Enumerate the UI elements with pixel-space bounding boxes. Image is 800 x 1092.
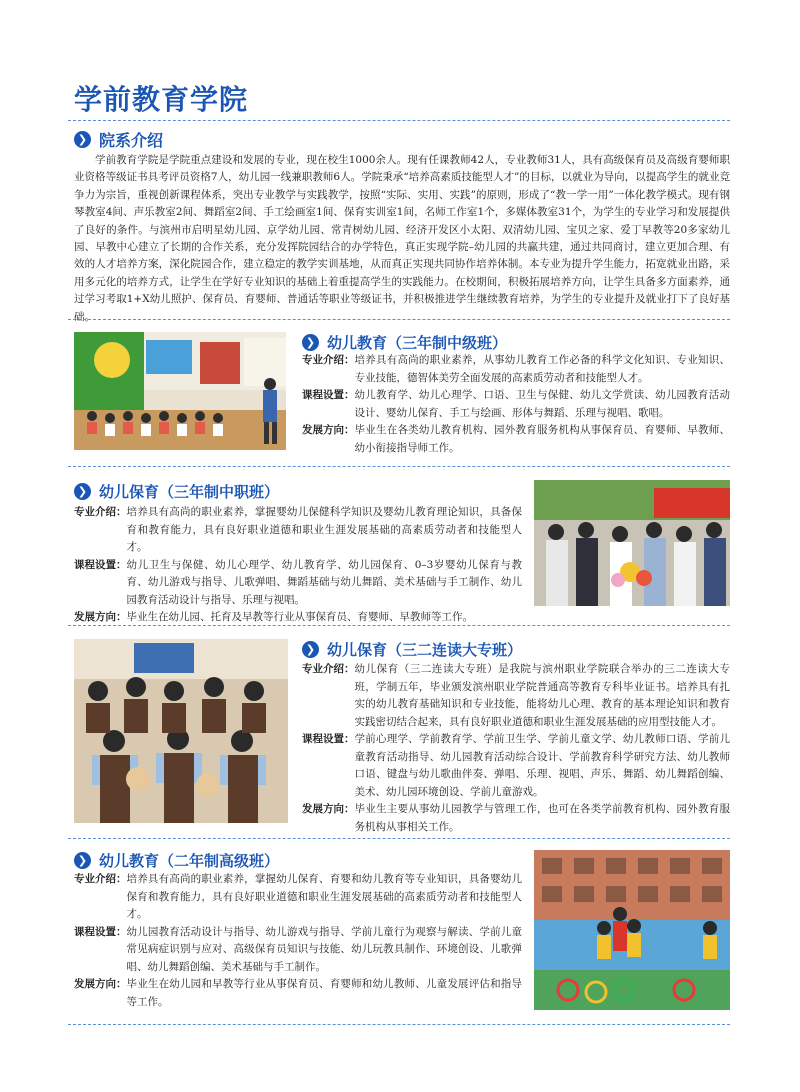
intro-value: 培养具有高尚的职业素养，掌握幼儿保育、育婴和幼儿教育等专业知识，具备婴幼儿保育和教育能力，具有良好职业道德和职业生涯发展基础的高素质劳动者和技能型人才。 <box>126 873 522 920</box>
intro-label: 专业介绍： <box>302 663 355 675</box>
divider <box>68 466 730 467</box>
direction-label: 发展方向： <box>302 803 355 815</box>
courses-label: 课程设置： <box>74 925 127 938</box>
program-courses-row <box>74 557 522 610</box>
courses-label: 课程设置： <box>302 389 355 401</box>
intro-paragraph: 学前教育学院是学院重点建设和发展的专业，现在校生1000余人。现有任课教师42人，专业教师31人，具有高级保育员及高级育婴师职业资格等级证书具考评员资格7人，幼儿园一线兼职教师6人。学院秉承“培养高素质技能型人才”的目标，以就业为导向，以提高学生的就业竞争力为宗旨，重视创新课程体系，突出专业教学与实践教学，按照“实际、实用、实践”的原则，形成了“教一学一用”一体化教学模式。现有钢琴教室4间、声乐教室2间、舞蹈室2间、手工绘画室1间、保育实训室1间，名师工作室1个，多媒体教室31个，为学生的专业学习和发展提供了良好的条件。与滨州市启明星幼儿园、京学幼儿园、常青树幼儿园、经济开发区小太阳、双清幼儿园、宝贝之家、爱丁早教等20多家幼儿园、早教中心建立了长期的合作关系，充分发挥院园结合的办学特色，真正实现学院–幼儿园的共赢共建，通过共同商讨，建立更加合理、有效的人才培养方案，深化院园合作，建立稳定的教学实训基地，从而真正实现共同协作培养体制。本专业为提升学生能力，拓宽就业出路，采用多元化的培养方式，让学生在学好专业知识的基础上着重提高学生的实践能力。在校期间，积极拓展培养方向，让学生具备多方面素养，通过学习考取1+X幼儿照护、保育员、育婴师、普通话等职业等级证书，并积极推进学生继续教育培养，为学生的专业提升及就业打下了良好基础。 <box>74 154 730 323</box>
divider <box>68 1024 730 1025</box>
photo-playground <box>534 850 730 1010</box>
direction-value: 毕业生在各类幼儿教育机构、园外教育服务机构从事保育员、育婴师、早教师、幼小衔接指导师工作。 <box>354 424 730 454</box>
courses-value: 幼儿教育学、幼儿心理学、口语、卫生与保健、幼儿文学赏读、幼儿园教育活动设计、婴幼儿保育、手工与绘画、形体与舞蹈、乐理与视唱、歌唱。 <box>354 389 730 419</box>
chevron-right-icon: ❯ <box>74 131 91 148</box>
program-details-1 <box>302 352 730 457</box>
program-direction-row <box>302 422 730 457</box>
program-title-text: 幼儿教育（三年制中级班） <box>327 334 508 352</box>
program-details-2 <box>74 504 522 627</box>
program-title-1 <box>302 332 507 353</box>
intro-label: 专业介绍： <box>74 506 127 518</box>
direction-value: 毕业生在幼儿园、托育及早教等行业从事保育员、育婴师、早教师等工作。 <box>126 611 473 623</box>
courses-label: 课程设置： <box>74 558 127 571</box>
program-intro-row <box>74 504 522 557</box>
section-heading-text: 院系介绍 <box>99 131 164 150</box>
divider <box>68 625 730 626</box>
direction-value: 毕业生在幼儿园和早教等行业从事保育员、育婴师和幼儿教师、儿童发展评估和指导等工作。 <box>126 978 522 1008</box>
program-direction-row <box>302 801 730 836</box>
intro-value: 幼儿保育（三二连读大专班）是我院与滨州职业学院联合举办的三二连读大专班，学制五年，毕业颁发滨州职业学院普通高等教育专科毕业证书。培养具有扎实的幼儿教育基础知识和专业技能，能将幼儿心理、教育的基本理论知识和教育实践密切结合起来，具有良好职业道德和职业生涯发展基础的应用型技能人才。 <box>354 663 730 728</box>
program-details-4 <box>74 871 522 1011</box>
program-title-text: 幼儿保育（三二连读大专班） <box>327 641 523 659</box>
program-title-2 <box>74 481 279 502</box>
chevron-right-icon: ❯ <box>74 852 91 869</box>
intro-value: 培养具有高尚的职业素养，从事幼儿教育工作必备的科学文化知识、专业知识、专业技能，德智体美劳全面发展的高素质劳动者和技能型人才。 <box>354 354 730 384</box>
divider <box>68 319 730 320</box>
program-intro-row <box>74 871 522 924</box>
photo-outdoor-event <box>534 480 730 606</box>
program-title-text: 幼儿保育（三年制中职班） <box>99 483 280 501</box>
program-courses-row <box>74 924 522 977</box>
direction-label: 发展方向： <box>74 978 127 990</box>
divider <box>68 120 730 121</box>
page-title: 学前教育学院 <box>74 83 249 116</box>
intro-value: 培养具有高尚的职业素养，掌握婴幼儿保健科学知识及婴幼儿教育理论知识，具备保育和教育能力，具有良好职业道德和职业生涯发展基础的高素质劳动者和技能型人才。 <box>126 506 522 553</box>
program-courses-row <box>302 387 730 422</box>
program-intro-row <box>302 352 730 387</box>
direction-value: 毕业生主要从事幼儿园教学与管理工作，也可在各类学前教育机构、园外教育服务机构从事相关工作。 <box>354 803 730 833</box>
chevron-right-icon: ❯ <box>302 641 319 658</box>
intro-label: 专业介绍： <box>74 873 127 885</box>
photo-students-group <box>74 639 288 823</box>
direction-label: 发展方向： <box>302 424 355 436</box>
divider <box>68 838 730 839</box>
section-heading-intro <box>74 128 163 151</box>
program-title-text: 幼儿教育（二年制高级班） <box>99 852 280 870</box>
program-direction-row <box>74 609 522 627</box>
chevron-right-icon: ❯ <box>302 334 319 351</box>
courses-value: 幼儿卫生与保健、幼儿心理学、幼儿教育学、幼儿园保育、0–3岁婴幼儿保育与教育、幼儿游戏与指导、儿歌弹唱、舞蹈基础与幼儿舞蹈、美术基础与手工制作、幼儿园教育活动设计与指导、乐理与视唱。 <box>126 558 522 606</box>
program-details-3 <box>302 661 730 836</box>
intro-label: 专业介绍： <box>302 354 355 366</box>
courses-label: 课程设置： <box>302 733 355 745</box>
chevron-right-icon: ❯ <box>74 483 91 500</box>
photo-classroom <box>74 332 286 450</box>
program-intro-row <box>302 661 730 731</box>
program-direction-row <box>74 976 522 1011</box>
courses-value: 幼儿园教育活动设计与指导、幼儿游戏与指导、学前儿童行为观察与解读、学前儿童常见病症识别与应对、高级保育员知识与技能、幼儿玩教具制作、环境创设、儿歌弹唱、幼儿舞蹈创编、美术基础与手工制作。 <box>126 925 522 973</box>
courses-value: 学前心理学、学前教育学、学前卫生学、学前儿童文学、幼儿教师口语、学前儿童教育活动指导、幼儿园教育活动综合设计、学前教育科学研究方法、幼儿教师口语、键盘与幼儿歌曲伴奏、弹唱、乐理、视唱、声乐、舞蹈、幼儿舞蹈创编、美术、幼儿园环境创设、学前儿童游戏。 <box>354 733 730 798</box>
direction-label: 发展方向： <box>74 611 127 623</box>
program-courses-row <box>302 731 730 801</box>
program-title-3 <box>302 639 522 660</box>
program-title-4 <box>74 850 279 871</box>
